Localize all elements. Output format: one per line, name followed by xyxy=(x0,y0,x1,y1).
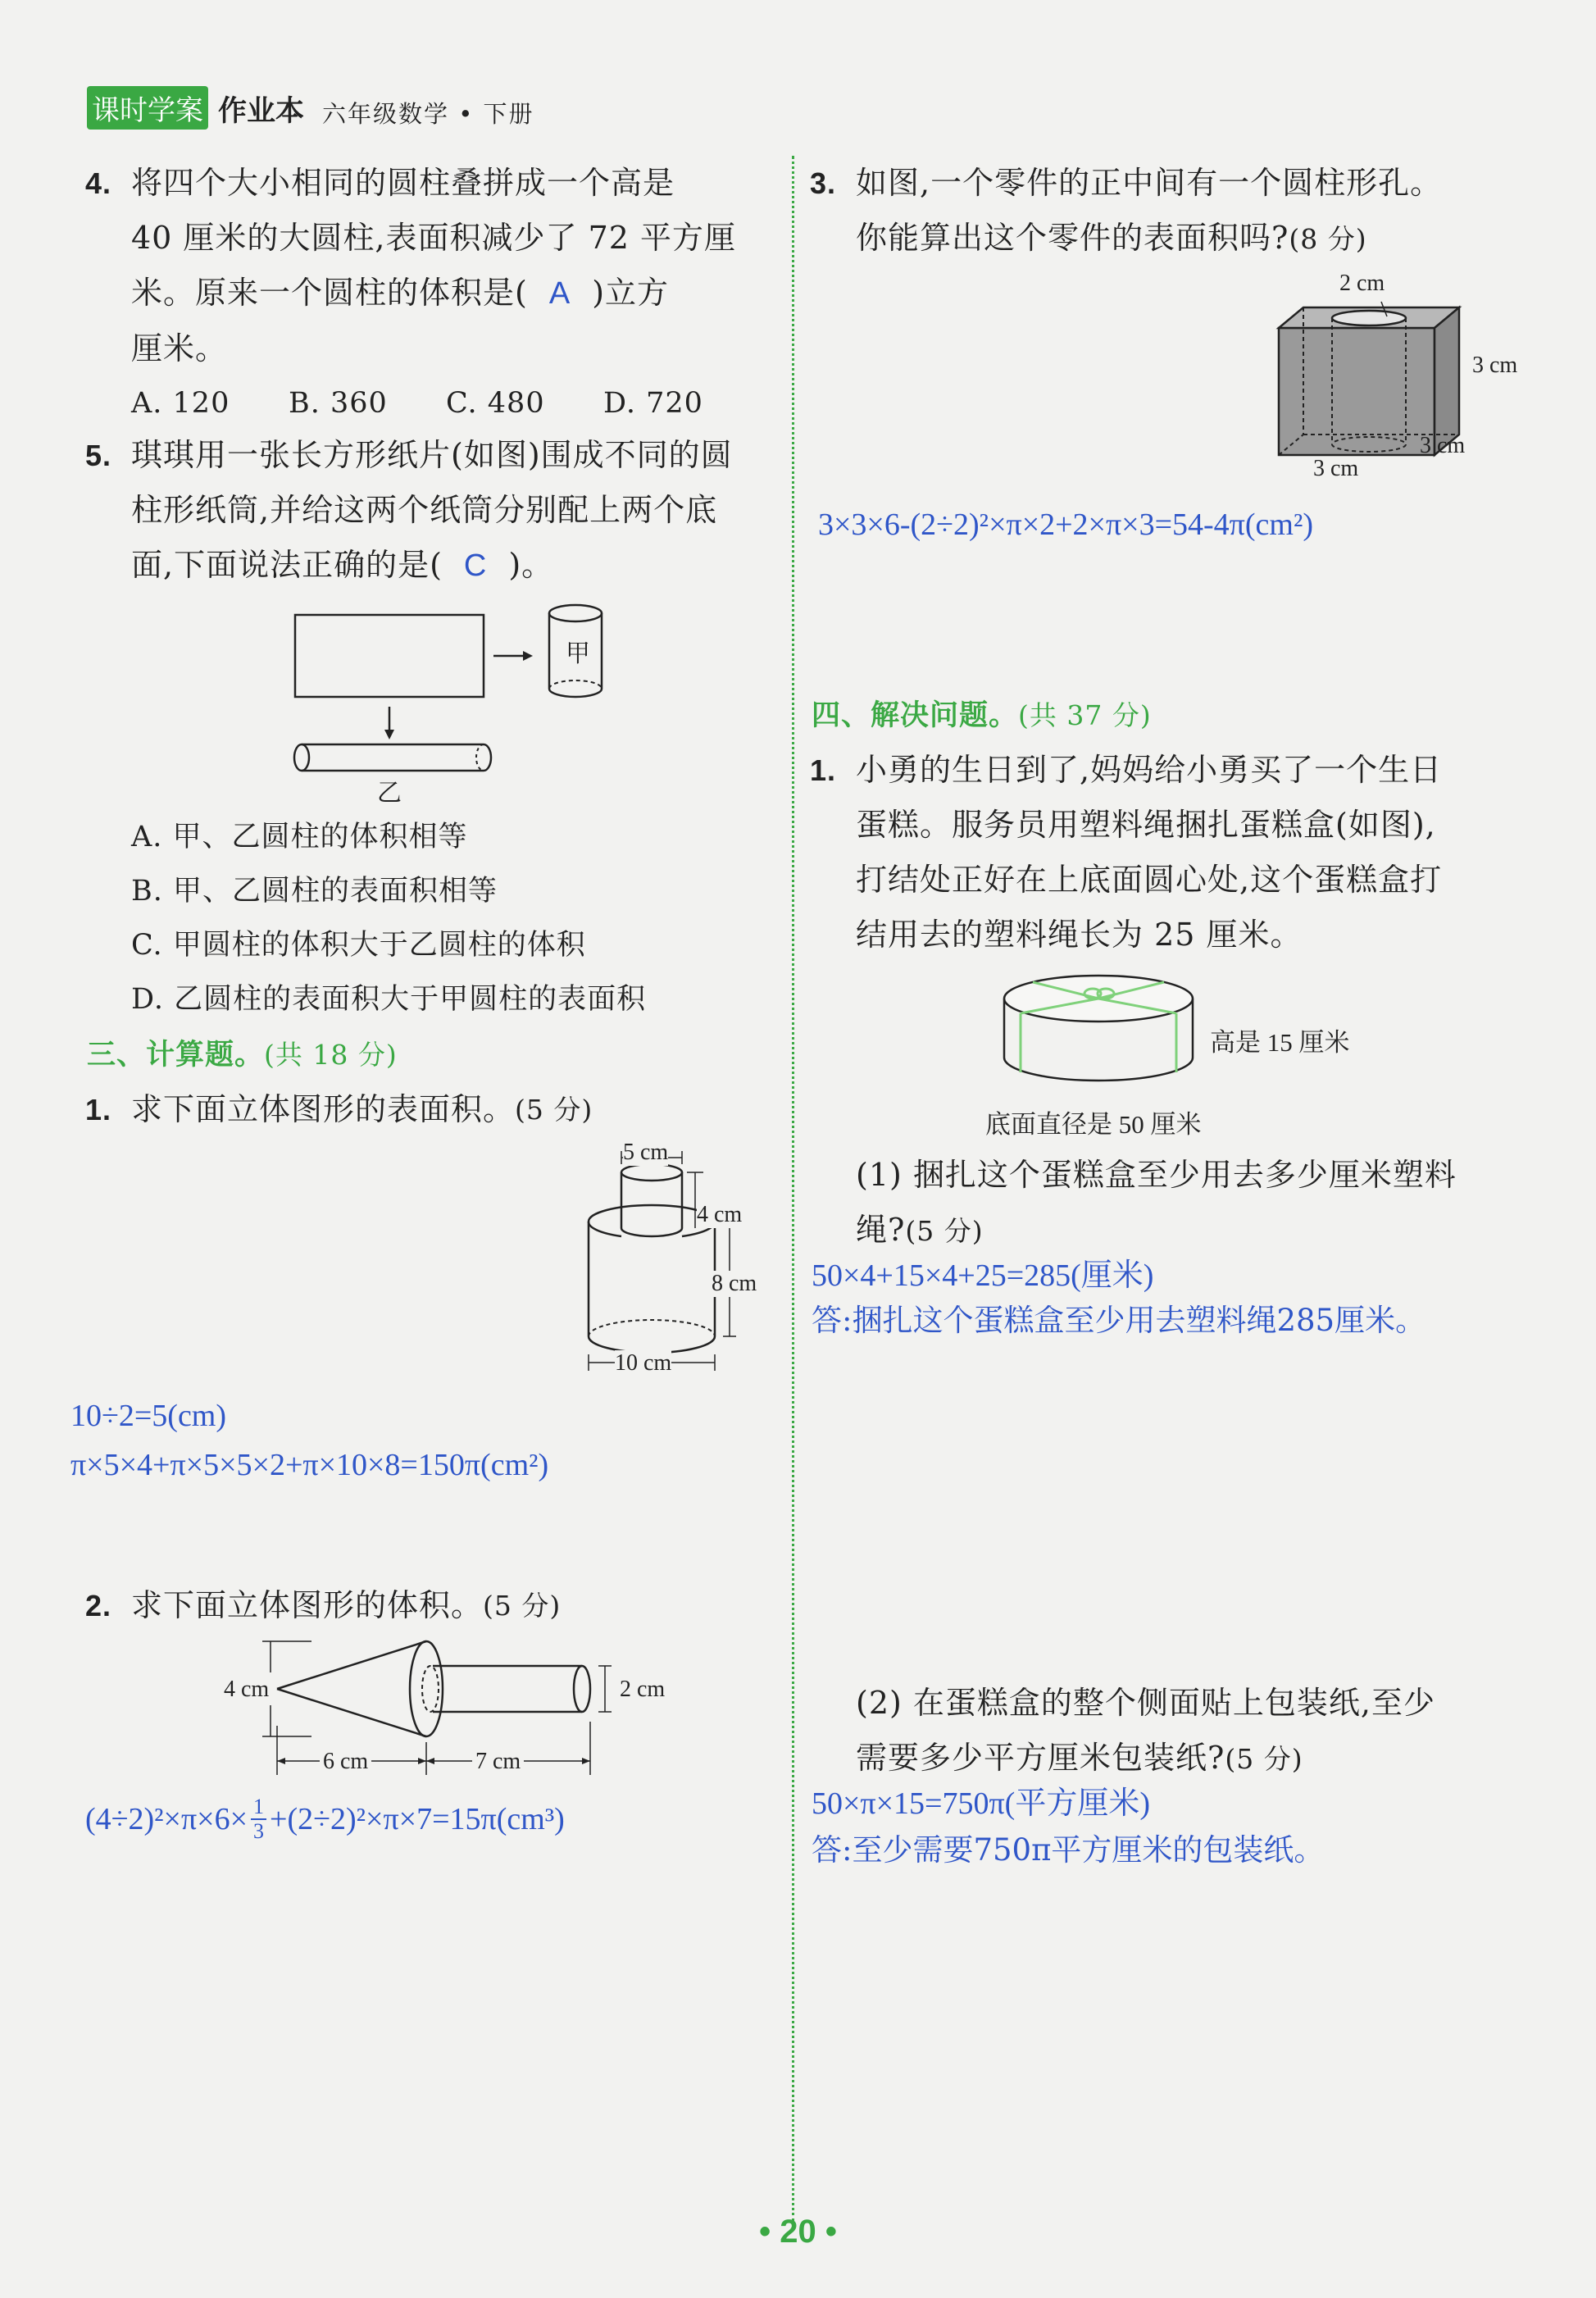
c2-label-4cm: 4 cm xyxy=(224,1677,270,1702)
c1-label-5cm: 5 cm xyxy=(623,1140,669,1165)
cake-box-figure xyxy=(996,967,1209,1099)
q5-line3: 面,下面说法正确的是( C )。 xyxy=(131,547,554,583)
q5-option-d: D. 乙圆柱的表面积大于甲圆柱的表面积 xyxy=(131,983,647,1016)
q4-option-a: A. 120 xyxy=(131,387,230,420)
paper-cylinder-figure xyxy=(279,598,623,803)
brand-black: 作业本 xyxy=(218,95,305,128)
calc-1-text: 求下面立体图形的表面积。 xyxy=(131,1091,516,1127)
q4-line2: 40 厘米的大圆柱,表面积减少了 72 平方厘 xyxy=(131,220,737,256)
c2-label-7cm: 7 cm xyxy=(472,1749,524,1775)
brand-green: 课时学案 xyxy=(87,86,208,130)
header-subtitle: 六年级数学 • 下册 xyxy=(322,100,534,128)
cylinder-yi xyxy=(294,744,491,771)
q4-answer: A xyxy=(548,276,571,311)
calc-1-number: 1. xyxy=(85,1093,112,1126)
q3-label-3cm-width: 3 cm xyxy=(1313,456,1359,481)
p1-line2: 蛋糕。服务员用塑料绳捆扎蛋糕盒(如图), xyxy=(856,807,1436,843)
q3-points: (8 分) xyxy=(1289,223,1367,255)
p1-sub2-points: (5 分) xyxy=(1225,1743,1303,1775)
question-3 xyxy=(810,156,1515,266)
cone-cylinder-figure xyxy=(221,1631,615,1795)
q5-options xyxy=(131,810,787,1026)
q5-line1: 琪琪用一张长方形纸片(如图)围成不同的圆 xyxy=(131,437,733,473)
section-4-heading xyxy=(812,687,1152,744)
q5-number: 5. xyxy=(85,439,112,472)
p1-sub2-answer-1: 50×π×15=750π(平方厘米) xyxy=(812,1786,1150,1821)
p1-sub1-line1: (1) 捆扎这个蛋糕盒至少用去多少厘米塑料 xyxy=(856,1157,1457,1193)
q4-options xyxy=(85,376,774,430)
q3-label-3cm-depth: 3 cm xyxy=(1420,433,1466,458)
column-divider xyxy=(792,156,794,2222)
label-jia: 甲 xyxy=(566,640,590,667)
p1-sub2-line2: 需要多少平方厘米包装纸? xyxy=(856,1740,1225,1776)
p1-line3: 打结处正好在上底面圆心处,这个蛋糕盒打 xyxy=(856,862,1443,898)
calc-2-text: 求下面立体图形的体积。 xyxy=(131,1587,484,1623)
header xyxy=(87,90,534,130)
q3-label-3cm-height: 3 cm xyxy=(1472,353,1518,378)
section-3-title: 三、计算题。 xyxy=(87,1039,265,1072)
q3-answer: 3×3×6-(2÷2)²×π×2+2×π×3=54-4π(cm²) xyxy=(818,507,1313,542)
stacked-cylinders-figure xyxy=(574,1131,779,1377)
calc-1-points: (5 分) xyxy=(515,1094,593,1126)
c1-label-4cm: 4 cm xyxy=(697,1202,743,1227)
c2-label-6cm: 6 cm xyxy=(320,1749,371,1775)
question-5 xyxy=(85,428,774,594)
p1-sub1-points: (5 分) xyxy=(905,1215,984,1247)
p1-number: 1. xyxy=(810,753,837,787)
q4-line3: 米。原来一个圆柱的体积是( A )立方 xyxy=(131,275,670,311)
cake-diameter-label: 底面直径是 50 厘米 xyxy=(985,1110,1202,1139)
p1-sub1-answer-1: 50×4+15×4+25=285(厘米) xyxy=(812,1258,1154,1293)
c1-answer-1: 10÷2=5(cm) xyxy=(70,1399,227,1433)
page-number: • 20 • xyxy=(759,2214,837,2250)
section-4-title: 四、解决问题。 xyxy=(812,699,1019,732)
q3-line2: 你能算出这个零件的表面积吗? xyxy=(856,220,1289,256)
q4-number: 4. xyxy=(85,166,112,200)
p1-line1: 小勇的生日到了,妈妈给小勇买了一个生日 xyxy=(856,752,1443,788)
q5-answer: C xyxy=(463,548,488,583)
q3-number: 3. xyxy=(810,166,837,200)
c2-answer: (4÷2)²×π×6× $\frac{1}{3}$ +(2÷2)²×π×7=15π(cm³) xyxy=(85,1795,565,1843)
calc-1 xyxy=(85,1082,593,1137)
q3-label-2cm: 2 cm xyxy=(1339,271,1385,296)
q5-option-b: B. 甲、乙圆柱的表面积相等 xyxy=(131,875,498,908)
problem-1 xyxy=(810,743,1515,962)
p1-sub1-answer-2: 答:捆扎这个蛋糕盒至少用去塑料绳285厘米。 xyxy=(812,1303,1426,1338)
paper-rectangle xyxy=(295,615,484,697)
cake-height-label: 高是 15 厘米 xyxy=(1210,1028,1350,1057)
c1-label-8cm: 8 cm xyxy=(712,1271,757,1296)
q4-option-d: D. 720 xyxy=(603,387,703,420)
p1-sub2 xyxy=(856,1676,1512,1786)
calc-2-points: (5 分) xyxy=(483,1590,562,1622)
p1-sub1 xyxy=(856,1148,1512,1258)
p1-line4: 结用去的塑料绳长为 25 厘米。 xyxy=(856,917,1303,953)
q5-line2: 柱形纸筒,并给这两个纸筒分别配上两个底 xyxy=(131,492,718,528)
q5-option-c: C. 甲圆柱的体积大于乙圆柱的体积 xyxy=(131,929,586,962)
section-3-heading xyxy=(87,1026,398,1083)
fraction-one-third: $\frac{1}{3}$ xyxy=(251,1795,266,1843)
q4-line1: 将四个大小相同的圆柱叠拼成一个高是 xyxy=(131,165,675,201)
p1-sub1-line2: 绳? xyxy=(856,1212,906,1248)
c1-label-10cm: 10 cm xyxy=(615,1350,672,1376)
p1-sub2-answer-2: 答:至少需要750π平方厘米的包装纸。 xyxy=(812,1832,1325,1868)
label-yi: 乙 xyxy=(377,780,402,807)
c1-answer-2: π×5×4+π×5×5×2+π×10×8=150π(cm²) xyxy=(70,1448,549,1482)
q5-option-a: A. 甲、乙圆柱的体积相等 xyxy=(131,821,468,853)
calc-2-number: 2. xyxy=(85,1589,112,1622)
c2-label-2cm: 2 cm xyxy=(620,1677,666,1702)
p1-sub2-line1: (2) 在蛋糕盒的整个侧面贴上包装纸,至少 xyxy=(856,1685,1435,1721)
section-3-points: (共 18 分) xyxy=(264,1039,398,1071)
q4-option-b: B. 360 xyxy=(289,387,388,420)
q4-line4: 厘米。 xyxy=(131,330,228,366)
q3-line1: 如图,一个零件的正中间有一个圆柱形孔。 xyxy=(856,165,1443,201)
question-4 xyxy=(85,156,774,430)
q4-option-c: C. 480 xyxy=(446,387,545,420)
section-4-points: (共 37 分) xyxy=(1018,699,1152,731)
calc-2 xyxy=(85,1578,561,1633)
